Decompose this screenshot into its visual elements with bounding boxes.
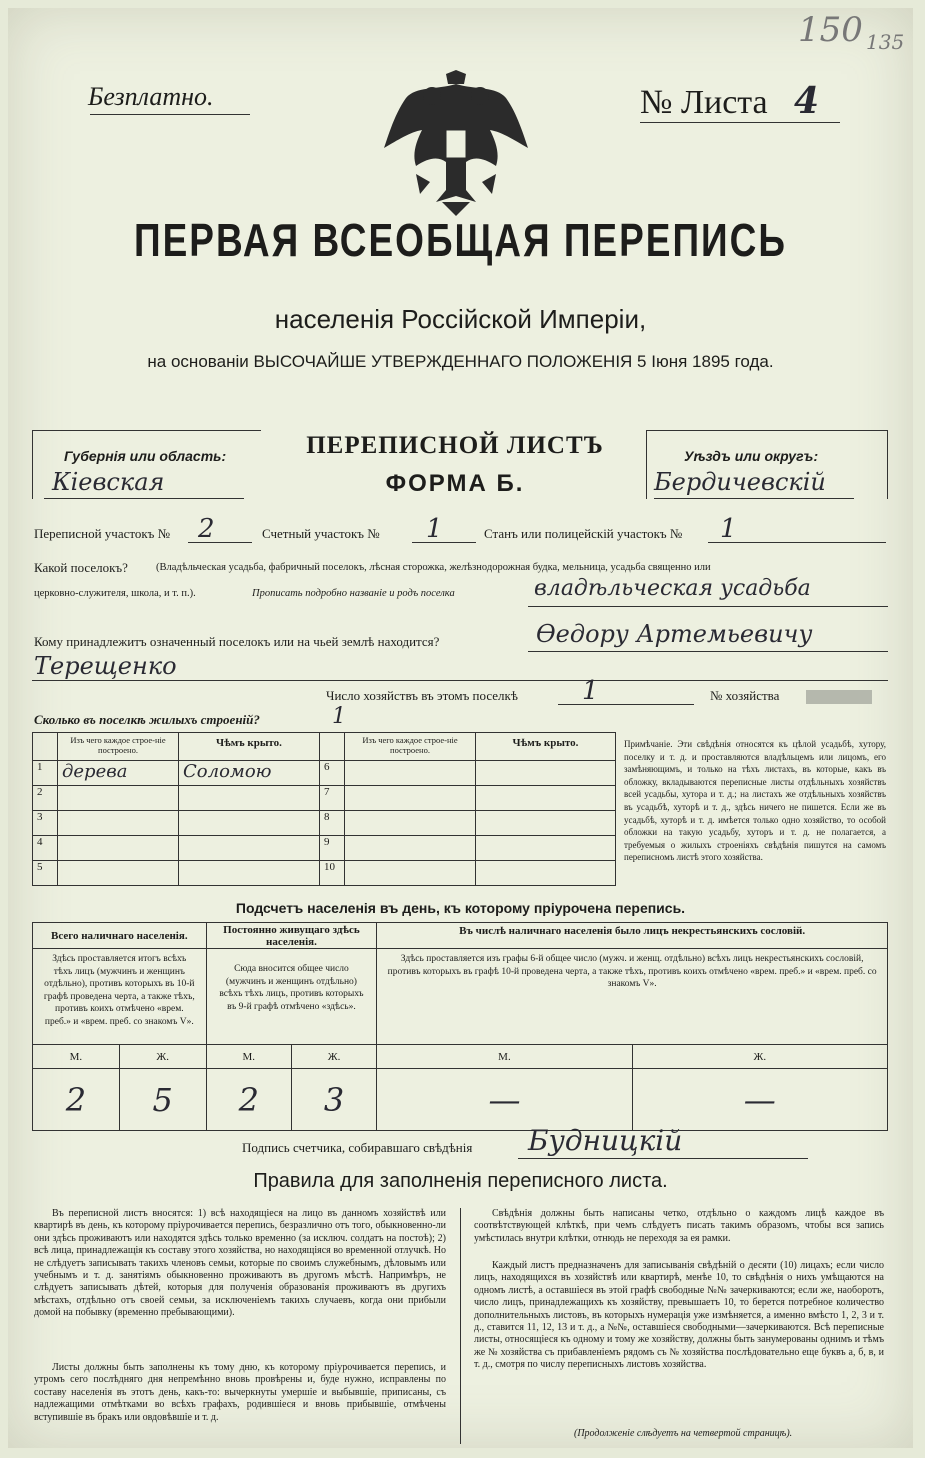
row-roof [179,811,320,836]
settlement-value: владѣльческая усадьба [534,576,811,601]
old-archive-number: 135 [866,30,905,54]
row-number: 10 [320,861,345,886]
subtitle: населенія Россійской Имперіи, [274,304,647,334]
male-label: М. [206,1045,291,1069]
row-number: 9 [320,836,345,861]
col-roof-right: Чѣмъ крыто. [476,733,616,761]
buildings-note: Примѣчаніе. Эти свѣдѣнія относятся къ цѣлой усадьбѣ, хутору, поселку и т. д. и проставляются владѣльцемъ или лицомъ, его замѣняющимъ, и только на тѣхъ листахъ, въ которые, какъ въ обложку, вкладываются переписные листы отдѣльныхъ хозяйствъ всей усадьбы, хутора и т. д.; на листахъ же отдѣльныхъ хозяйствъ въ усадьбѣ, хуторѣ и т. д., здѣсь ничего не пишется. Если же въ усадьбѣ, хуторѣ и т. д. имѣется только одно хозяйство, то особой обложки на такую усадьбу, хуторъ и т. д. не полагается, а требуемыя о жилыхъ строеніяхъ свѣдѣнія пишутся на самомъ переписномъ листѣ этого хозяйства. [624,739,886,863]
row-material [58,786,179,811]
female-label: Ж. [291,1045,376,1069]
count-area-value: 1 [426,514,443,544]
table-row [33,811,616,836]
resident-male: 2 [206,1069,291,1131]
rules-divider [460,1208,461,1444]
table-row [33,861,616,886]
owner-value-2: Терещенко [34,652,177,680]
legal-basis: на основаніи ВЫСОЧАЙШЕ УТВЕРЖДЕННАГО ПОЛОЖЕНІЯ 5 Іюня 1895 года. [147,352,774,371]
row-number: 3 [33,811,58,836]
census-area-value: 2 [198,514,215,544]
row-number: 6 [320,761,345,786]
free-label: Безплатно. [88,82,214,111]
buildings-value: 1 [332,704,346,729]
sheet-number-value: 4 [794,80,820,122]
owner-label: Кому принадлежитъ означенный поселокъ или на чьей землѣ находится? [34,634,440,649]
col-roof-left: Чѣмъ крыто. [179,733,320,761]
form-name: ФОРМА Б. [385,470,525,497]
household-number-label: № хозяйства [710,688,780,703]
female-label: Ж. [119,1045,206,1069]
population-table [32,922,888,1131]
female-label: Ж. [632,1045,887,1069]
row-roof: Соломою [179,761,320,786]
sheet-title: ПЕРЕПИСНОЙ ЛИСТЪ [306,432,604,459]
redacted-mark [806,690,872,704]
settlement-note-2: церковно-служителя, школа, и т. п.). [34,588,196,599]
district-value: Бердичевскій [654,468,826,496]
settlement-label: Какой поселокъ? [34,560,128,575]
double-headed-eagle-emblem [376,70,536,216]
col-present-title: Всего наличнаго населенія. [33,923,207,949]
rules-title: Правила для заполненія переписного листа. [253,1170,668,1192]
province-value: Кіевская [52,468,165,496]
rules-right-paragraph-1: Свѣдѣнія должны быть написаны четко, отдѣльно о каждомъ лицѣ каждое въ соотвѣтствующей клѣткѣ, при чемъ слѣдуетъ писать такимъ образомъ, чтобы вся запись умѣстилась внутри клѣтки, отнюдь не переходя за ея рамки. [474,1208,884,1244]
row-number: 5 [33,861,58,886]
rules-right-paragraph-2: Каждый листъ предназначенъ для записыванія свѣдѣній о десяти (10) лицахъ; если число лицъ, находящихся въ хозяйствѣ или квартирѣ, менѣе 10, то свѣдѣнія о нихъ умѣщаются на одномъ листѣ, а оставшіеся въ этой графѣ свободные №№ зачеркиваются; если же, наоборотъ, число лицъ, принадлежащихъ къ хозяйству, превышаетъ 10, то берется потребное количество дополнительныхъ листовъ, въ которыхъ нумерація уже измѣняется, а именно вмѣсто 1, 2, 3 и т. д., ставится 11, 12, 13 и т. д., а №№, оставшіеся свободными—зачеркиваются. Всѣ переписные листы, относящіеся къ одному и тому же хозяйству, должны быть занумерованы однимъ и тѣмъ же № хозяйства съ прибавленіемъ рядомъ съ № хозяйства послѣдовательно еще буквъ а, б, в, и т. д., смотря по числу переписныхъ листовъ хозяйства. [474,1260,884,1371]
archive-number: 150 [798,10,863,50]
row-number: 1 [33,761,58,786]
row-material: дерева [58,761,179,786]
row-number: 2 [33,786,58,811]
rules-left-paragraph-1: Въ переписной листъ вносятся: 1) всѣ находящіеся на лицо въ данномъ хозяйствѣ или квартирѣ въ день, къ которому пріурочивается перепись, безразлично отъ того, обыкновенно-ли они здѣсь проживаютъ или находятся здѣсь только временно (за исключ. солдатъ на постоѣ); 2) всѣ лица, принадлежащія къ составу этого хозяйства, но находящіяся во временной отлучкѣ. Но не слѣдуетъ записывать такихъ членовъ семьи, которые по своимъ служебнымъ, дѣловымъ или учебнымъ и т. д. занятіямъ обыкновенно проживаютъ въ другомъ мѣстѣ. Напримѣръ, не слѣдуетъ записывать дѣтей, которыя для полученія образованія проживаютъ въ другихъ мѣстахъ, отдѣльно отъ своей семьи, за исключеніемъ такихъ случаевъ, когда они прибыли домой на побывку (временно пребывающими). [34,1208,446,1319]
present-female: 5 [119,1069,206,1131]
rules-left-paragraph-2: Листы должны быть заполнены къ тому дню, къ которому пріурочивается перепись, и утромъ сего послѣдняго дня непремѣнно вновь провѣрены и, буде нужно, исправлены по составу населенія въ этотъ день, какъ-то: вычеркнуты умершіе и выбывшіе, приписаны, съ надлежащими отмѣтками во всѣхъ графахъ, родившіеся и вновь прибывшіе, отмѣчены вступившіе въ бракъ или овдовѣвшіе и т. д. [34,1362,446,1423]
present-male: 2 [33,1069,120,1131]
col-resident-text: Сюда вносится общее число (мужчинъ и женщинъ отдѣльно) всѣхъ тѣхъ лицъ, противъ которыхъ въ 9-й графѣ отмѣчено «здѣсь». [206,949,377,1045]
signature-label: Подпись счетчика, собиравшаго свѣдѣнія [242,1140,473,1155]
table-row [33,786,616,811]
table-row [33,761,616,786]
nonpeasant-female: — [632,1069,887,1131]
count-area-label: Счетный участокъ № [262,526,380,541]
stan-label: Станъ или полицейскій участокъ № [484,526,683,541]
census-sheet [8,8,913,1448]
male-label: М. [33,1045,120,1069]
buildings-label: Сколько въ поселкѣ жилыхъ строеній? [34,712,260,727]
row-number: 7 [320,786,345,811]
col-nonpeasant-title: Въ числѣ наличнаго населенія было лицъ некрестьянскихъ сословій. [377,923,888,949]
population-heading: Подсчетъ населенія въ день, къ которому пріурочена перепись. [235,900,686,916]
province-label: Губернія или область: [64,448,227,464]
row-roof [179,786,320,811]
owner-value-1: Ѳедору Артемьевичу [536,620,813,648]
row-material [58,811,179,836]
resident-female: 3 [291,1069,376,1131]
row-material [58,836,179,861]
row-number: 4 [33,836,58,861]
settlement-note-3: Прописать подробно названіе и родъ поселка [252,588,455,599]
settlement-note-1: (Владѣльческая усадьба, фабричный поселокъ, лѣсная сторожка, желѣзнодорожная будка, мельница, усадьба священно или [156,562,711,573]
col-material-left: Изъ чего каждое строе-ніе построено. [70,735,166,755]
households-value: 1 [582,676,599,706]
row-roof [179,836,320,861]
col-resident-title: Постоянно живущаго здѣсь населенія. [206,923,377,949]
col-nonpeasant-text: Здѣсь проставляется изъ графы 6-й общее число (мужч. и женщ. отдѣльно) всѣхъ лицъ некрестьянскихъ сословій, противъ которыхъ въ графѣ 10-й проведена черта, а также тѣхъ, противъ коихъ отмѣчено «врем. преб.» и «врем. преб. со знакомъ V». [377,949,888,1045]
sheet-number-label: № Листа [640,84,768,121]
main-title: ПЕРВАЯ ВСЕОБЩАЯ ПЕРЕПИСЬ [134,214,787,266]
row-number: 8 [320,811,345,836]
census-area-label: Переписной участокъ № [34,526,171,541]
table-row [33,836,616,861]
row-roof [179,861,320,886]
nonpeasant-male: — [377,1069,632,1131]
households-label: Число хозяйствъ въ этомъ поселкѣ [326,688,518,703]
col-present-text: Здѣсь проставляется итогъ всѣхъ тѣхъ лицъ (мужчинъ и женщинъ отдѣльно), противъ которыхъ въ 10-й графѣ проведена черта, а также тѣхъ, противъ коихъ отмѣчено «врем. преб.» и «врем. преб. со знакомъ V». [33,949,207,1045]
continued-note: (Продолженіе слѣдуетъ на четвертой страницѣ). [574,1428,793,1439]
row-material [58,861,179,886]
district-label: Уѣздъ или округъ: [684,448,819,464]
enumerator-signature: Будницкій [528,1124,683,1157]
col-material-right: Изъ чего каждое строе-ніе построено. [362,735,458,755]
male-label: М. [377,1045,632,1069]
stan-value: 1 [720,514,737,544]
buildings-table [32,732,616,886]
